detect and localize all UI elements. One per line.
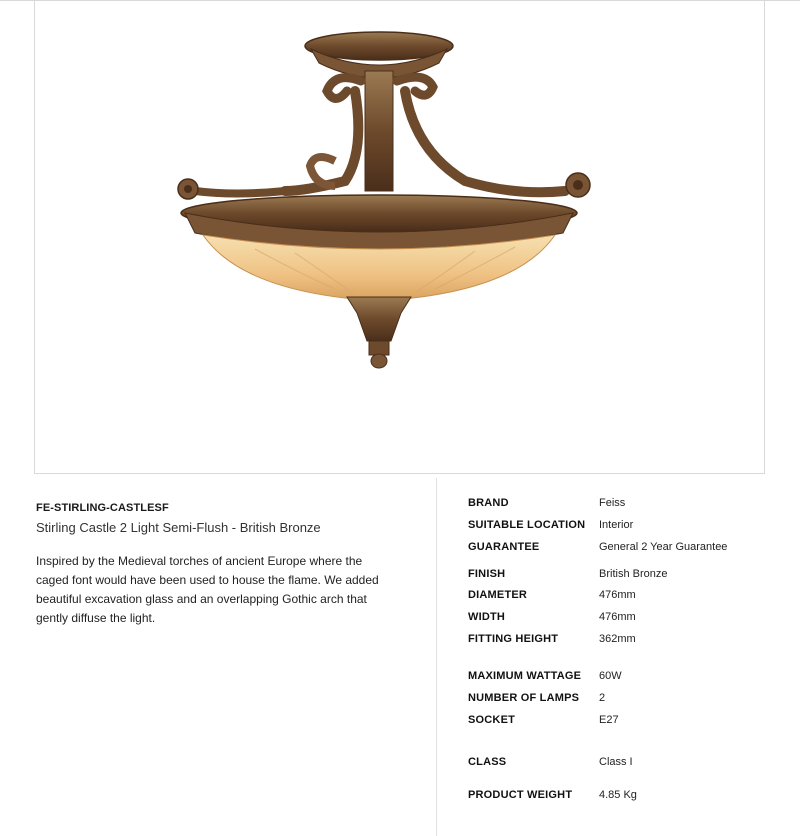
spec-row-width [468,611,788,625]
ceiling-light-fixture-icon [35,1,764,473]
spec-value: 2 [599,692,606,704]
spec-label: WIDTH [468,611,506,623]
spec-row-maximum-wattage [468,670,788,684]
spec-row-class [468,756,788,770]
spec-label: MAXIMUM WATTAGE [468,670,582,682]
column-divider [436,478,437,836]
spec-value: 60W [599,670,622,682]
spec-label: SOCKET [468,714,516,726]
spec-value: Feiss [599,497,626,509]
spec-label: GUARANTEE [468,541,540,553]
spec-row-number-of-lamps [468,692,788,706]
product-title: Stirling Castle 2 Light Semi-Flush - British Bronze [36,520,321,535]
spec-label: PRODUCT WEIGHT [468,789,573,801]
product-image-frame [34,1,765,474]
spec-value: Interior [599,519,634,531]
spec-value: General 2 Year Guarantee [599,541,728,553]
spec-value: 4.85 Kg [599,789,637,801]
spec-label: SUITABLE LOCATION [468,519,586,531]
spec-label: NUMBER OF LAMPS [468,692,580,704]
spec-label: DIAMETER [468,589,528,601]
spec-row-fitting-height [468,633,788,647]
spec-value: British Bronze [599,568,668,580]
spec-row-suitable-location [468,519,788,533]
spec-row-socket [468,714,788,728]
spec-label: CLASS [468,756,507,768]
spec-value: 362mm [599,633,636,645]
spec-value: 476mm [599,611,636,623]
spec-row-guarantee [468,541,788,555]
spec-value: 476mm [599,589,636,601]
product-summary [36,502,406,628]
spec-value: Class I [599,756,633,768]
product-sku: FE-STIRLING-CASTLESF [36,502,169,514]
spec-label: FITTING HEIGHT [468,633,559,645]
product-description: Inspired by the Medieval torches of ancient Europe where the caged font would have been used to house the flame. We added beautiful excavation glass and an overlapping Gothic arch that gently diffuse the light. [36,554,379,625]
spec-row-brand [468,497,788,511]
spec-label: FINISH [468,568,506,580]
spec-value: E27 [599,714,619,726]
spec-row-finish [468,568,788,582]
spec-row-product-weight [468,789,788,803]
spec-row-diameter [468,589,788,603]
spec-label: BRAND [468,497,509,509]
